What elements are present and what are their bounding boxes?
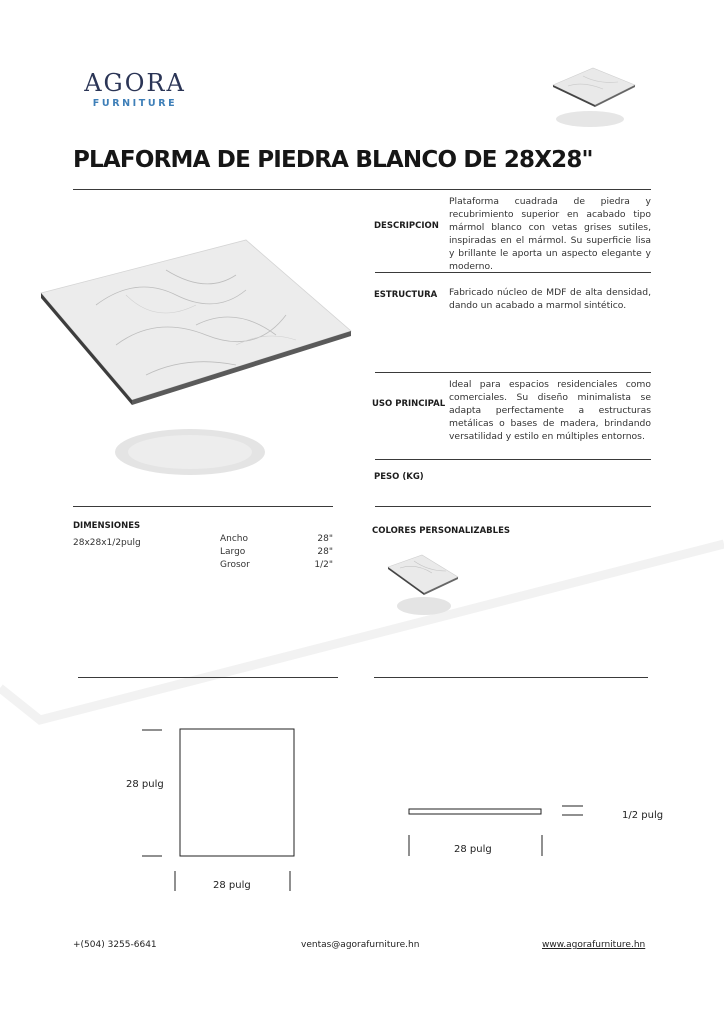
dimension-name: Grosor <box>220 560 250 570</box>
dimension-row-ancho <box>220 534 333 544</box>
title-divider <box>73 189 651 190</box>
thumbnail-product-image <box>548 66 638 136</box>
dimension-value: 28" <box>317 534 333 544</box>
colors-heading: COLORES PERSONALIZABLES <box>372 526 511 536</box>
spec-label-peso: PESO (KG) <box>374 472 424 482</box>
footer-website-link[interactable]: www.agorafurniture.hn <box>542 940 646 950</box>
dimensions-heading: DIMENSIONES <box>73 521 141 531</box>
section-divider <box>374 677 648 678</box>
dimension-row-grosor <box>220 560 333 570</box>
footer-phone: +(504) 3255-6641 <box>73 940 157 950</box>
top-view-drawing <box>140 725 300 895</box>
bottom-dimension-label: 28 pulg <box>213 880 251 891</box>
dimensions-code: 28x28x1/2pulg <box>73 538 141 548</box>
dimension-value: 28" <box>317 547 333 557</box>
side-dimension-label: 28 pulg <box>126 779 164 790</box>
footer-email[interactable]: ventas@agorafurniture.hn <box>301 940 420 950</box>
profile-view-drawing <box>405 803 595 859</box>
color-swatch-image <box>386 553 462 619</box>
thickness-label: 1/2 pulg <box>622 810 664 821</box>
spec-divider <box>375 459 651 460</box>
product-image <box>36 235 356 485</box>
spec-text-uso-principal: Ideal para espacios residenciales como comerciales. Su diseño minimalista se adapta perfectamente a estructuras metálicas o bases de madera, brindando versatilidad y estilo en múltiples entornos. <box>449 379 651 442</box>
dimension-name: Ancho <box>220 534 249 544</box>
page-title: PLAFORMA DE PIEDRA BLANCO DE 28X28" <box>73 147 593 173</box>
spec-label-descripcion: DESCRIPCION <box>374 221 439 231</box>
dimension-name: Largo <box>220 547 246 557</box>
brand-logo-sub: FURNITURE <box>92 98 178 109</box>
spec-text-estructura: Fabricado núcleo de MDF de alta densidad, dando un acabado a marmol sintético. <box>449 287 651 311</box>
spec-divider <box>375 506 651 507</box>
spec-text-descripcion: Plataforma cuadrada de piedra y recubrimiento superior en acabado tipo mármol blanco con vetas grises sutiles, inspiradas en el mármol. Su superficie lisa y brillante le aporta un aspecto elegante y moderno. <box>449 196 651 272</box>
dimensions-divider <box>73 506 333 507</box>
spec-label-estructura: ESTRUCTURA <box>374 290 438 300</box>
profile-width-label: 28 pulg <box>454 844 492 855</box>
spec-label-uso-principal: USO PRINCIPAL <box>372 399 446 409</box>
dimension-value: 1/2" <box>314 560 333 570</box>
spec-divider <box>375 372 651 373</box>
dimension-row-largo <box>220 547 333 557</box>
brand-logo: AGORA <box>84 69 186 97</box>
section-divider <box>78 677 338 678</box>
